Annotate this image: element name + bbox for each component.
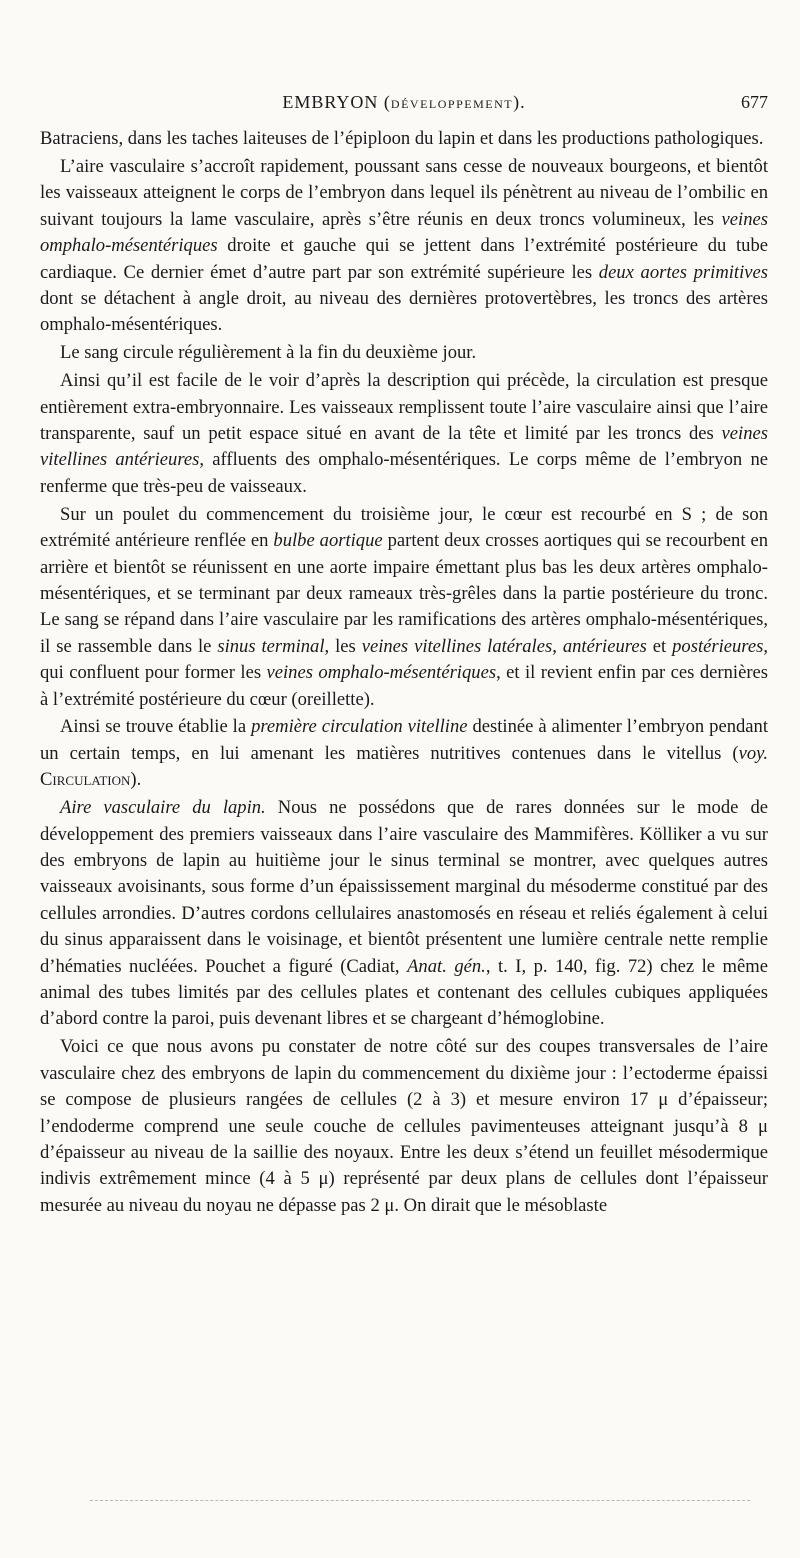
- text-run: Sur un poulet du commencement du troisième jour, le cœur est recourbé en S ; de son extrémité antérieure renflée en: [40, 503, 768, 552]
- italic-text: Aire vasculaire du lapin.: [60, 797, 266, 819]
- italic-text: sinus terminal: [217, 635, 325, 657]
- text-run: , les: [324, 635, 362, 657]
- running-title-main: EMBRYON (: [282, 92, 391, 112]
- text-run: et: [646, 635, 673, 657]
- smallcaps-text: Circulation: [40, 769, 131, 791]
- text-run: , qui confluent pour former les: [40, 635, 769, 684]
- paragraph: [40, 1034, 768, 1219]
- running-title-end: ).: [513, 92, 526, 112]
- text-run: Ainsi qu’il est facile de le voir d’après la description qui précède, la circulation est presque entièrement extra-embryonnaire. Les vaisseaux remplissent toute l’aire vasculaire ainsi que l’aire transparente, sauf un petit espace situé en avant de la tête et limité par les troncs des: [40, 370, 768, 444]
- text-run: ).: [130, 769, 142, 791]
- text-run: Ainsi se trouve établie la: [60, 716, 252, 738]
- italic-text: voy.: [738, 742, 768, 764]
- italic-text: bulbe aortique: [273, 530, 383, 552]
- text-run: Nous ne possédons que de rares données sur le mode de développement des premiers vaisseaux dans l’aire vasculaire des Mammifères. Kölliker a vu sur des embryons de lapin au huitième jour le sinus terminal se montrer, avec quelques autres vaisseaux avoisinants, sous forme d’un épaississement marginal du mésoderme constitué par des cellules arrondies. D’autres cordons cellulaires anastomosés en réseau et reliés également à celui du sinus apparaissent dans le voisinage, et bientôt présentent une lumière centrale nette remplie d’hématies nucléées. Pouchet a figuré (Cadiat,: [40, 797, 769, 977]
- body-text: [40, 126, 768, 1219]
- paragraph: [40, 714, 768, 793]
- paragraph: [40, 126, 768, 152]
- page-number: 677: [741, 92, 768, 112]
- running-title-smallcaps: DÉVELOPPEMENT: [390, 97, 514, 111]
- running-header: [40, 92, 768, 116]
- text-run: partent deux crosses aortiques qui se recourbent en arrière et bientôt se réunissent en une aorte impaire émettant plus bas les deux artères omphalo-mésentériques, et se terminant par deux rameaux très-grêles dans la partie postérieure du tronc. Le sang se répand dans l’aire vasculaire par les ramifications des artères omphalo-mésentériques, il se rassemble dans le: [40, 530, 769, 657]
- text-run: , affluents des omphalo-mésentériques. Le corps même de l’embryon ne renferme que très-peu de vaisseaux.: [40, 449, 768, 497]
- text-run: , t. I, p. 140, fig. 72) chez le même animal des tubes limités par des cellules plates et contenant des cellules cubiques appliquées d’abord contre la paroi, puis devenant libres et se chargeant d’hémoglobine.: [40, 955, 768, 1030]
- italic-text: Anat. gén.: [407, 955, 486, 977]
- text-run: Batraciens, dans les taches laiteuses de l’épiploon du lapin et dans les productions pathologiques.: [40, 128, 764, 149]
- italic-text: veines omphalo-mésentériques: [266, 662, 497, 684]
- text-run: ,: [552, 635, 563, 657]
- italic-text: première circulation vitelline: [251, 716, 468, 738]
- italic-text: veines vitellines antérieures: [40, 422, 768, 471]
- italic-text: postérieures: [672, 635, 764, 657]
- text-run: L’aire vasculaire s’accroît rapidement, poussant sans cesse de nouveaux bourgeons, et bientôt les vaisseaux atteignent le corps de l’embryon dans lequel ils pénètrent au niveau de l’ombilic en suivant toujours la lame vasculaire, après s’être réunis en deux troncs volumineux, les: [40, 155, 768, 230]
- text-run: Voici ce que nous avons pu constater de notre côté sur des coupes transversales de l’aire vasculaire chez des embryons de lapin du commencement du dixième jour : l’ectoderme épaissi se compose de plusieurs rangées de cellules (2 à 3) et mesure environ 17 μ d’épaisseur; l’endoderme comprend une seule couche de cellules pavimenteuses atteignant jusqu’à 8 μ d’épaisseur au niveau de la saillie des noyaux. Entre les deux s’étend un feuillet mésodermique indivis extrêmement mince (4 à 5 μ) représenté par deux plans de cellules dont l’épaisseur mesurée au niveau du noyau ne dépasse pas 2 μ. On dirait que le mésoblaste: [40, 1036, 768, 1216]
- text-run: Le sang circule régulièrement à la fin du deuxième jour.: [60, 342, 477, 364]
- paragraph: [40, 368, 768, 500]
- italic-text: veines omphalo-mésentériques: [40, 208, 768, 257]
- italic-text: deux aortes primitives: [598, 261, 769, 283]
- italic-text: veines vitellines latérales: [361, 635, 553, 657]
- paragraph: [40, 795, 768, 1033]
- text-run: , et il revient enfin par ces dernières à l’extrémité postérieure du cœur (oreillette).: [40, 662, 769, 710]
- footer-rule: [90, 1500, 750, 1501]
- paragraph: [40, 502, 768, 713]
- text-run: dont se détachent à angle droit, au niveau des dernières protovertèbres, les troncs des artères omphalo-mésentériques.: [40, 287, 768, 336]
- paragraph: [40, 154, 768, 339]
- text-run: destinée à alimenter l’embryon pendant un certain temps, en lui amenant les matières nutritives contenues dans le vitellus (: [40, 716, 769, 764]
- paragraph: [40, 340, 768, 366]
- italic-text: antérieures: [562, 635, 647, 657]
- running-title: [40, 92, 768, 113]
- text-run: droite et gauche qui se jettent dans l’extrémité postérieure du tube cardiaque. Ce dernier émet d’autre part par son extrémité supérieure les: [40, 235, 768, 283]
